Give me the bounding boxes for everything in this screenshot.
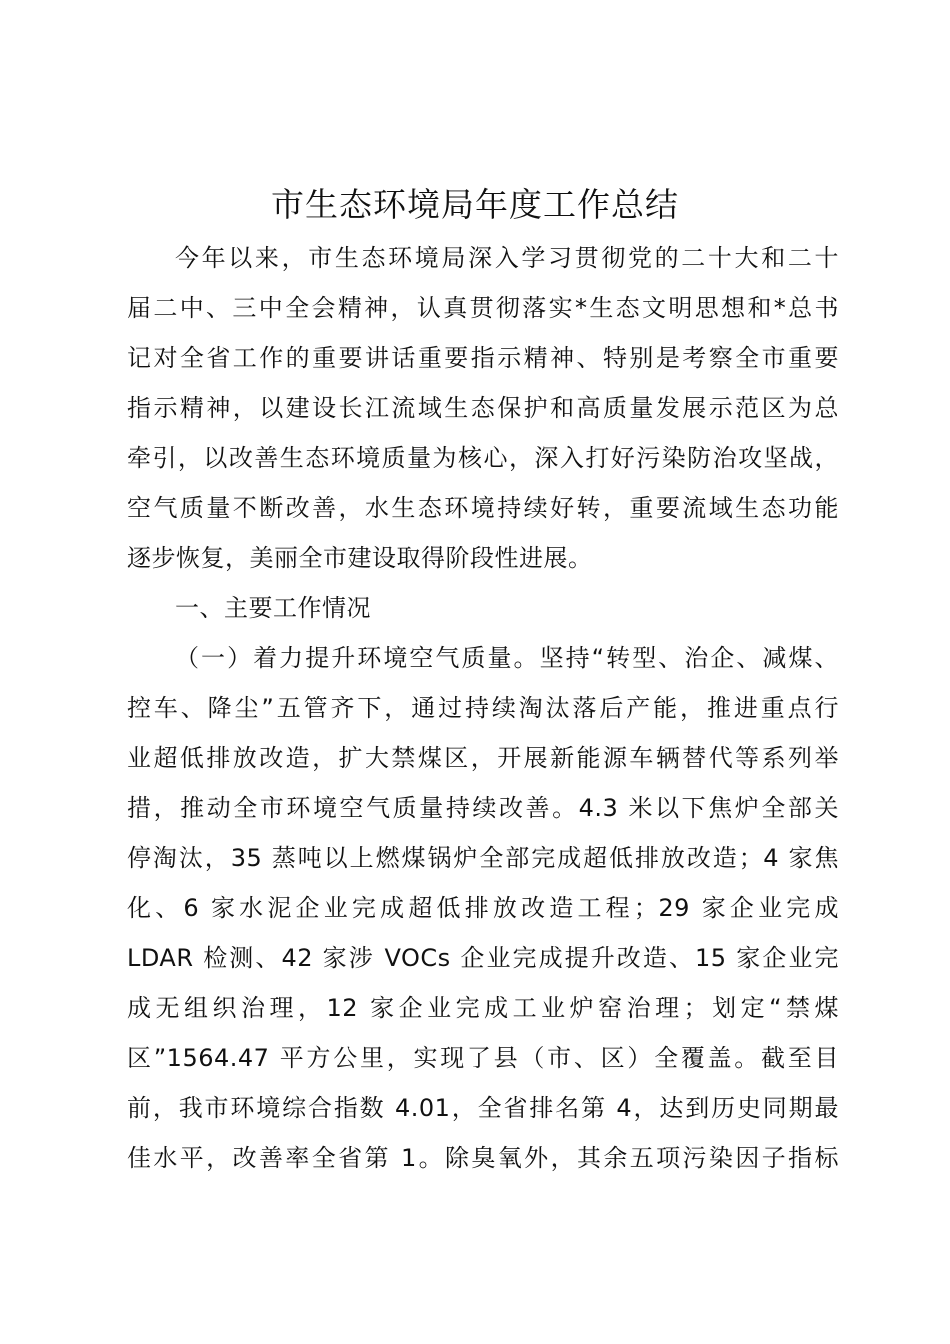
paragraph-line: 逐步恢复，美丽全市建设取得阶段性进展。 <box>127 544 593 572</box>
paragraph-line: 化、6 家水泥企业完成超低排放改造工程；29 家企业完成 <box>127 894 839 922</box>
paragraph-line: LDAR 检测、42 家涉 VOCs 企业完成提升改造、15 家企业完 <box>127 944 839 972</box>
paragraph-line: 佳水平，改善率全省第 1。除臭氧外，其余五项污染因子指标 <box>127 1144 839 1172</box>
paragraph-line: （一）着力提升环境空气质量。坚持“转型、治企、减煤、 <box>175 644 839 672</box>
paragraph-line: 成无组织治理，12 家企业完成工业炉窑治理；划定“禁煤 <box>127 994 839 1022</box>
paragraph-line: 记对全省工作的重要讲话重要指示精神、特别是考察全市重要 <box>127 344 839 372</box>
paragraph-line: 空气质量不断改善，水生态环境持续好转，重要流域生态功能 <box>127 494 839 522</box>
paragraph-line: 前，我市环境综合指数 4.01，全省排名第 4，达到历史同期最 <box>127 1094 839 1122</box>
section-heading: 一、主要工作情况 <box>175 594 371 622</box>
paragraph-line: 停淘汰，35 蒸吨以上燃煤锅炉全部完成超低排放改造；4 家焦 <box>127 844 839 872</box>
paragraph-line: 届二中、三中全会精神，认真贯彻落实*生态文明思想和*总书 <box>127 294 839 322</box>
paragraph-line: 牵引，以改善生态环境质量为核心，深入打好污染防治攻坚战， <box>127 444 839 472</box>
paragraph-line: 业超低排放改造，扩大禁煤区，开展新能源车辆替代等系列举 <box>127 744 839 772</box>
document-body <box>127 233 839 1183</box>
paragraph-line: 今年以来，市生态环境局深入学习贯彻党的二十大和二十 <box>175 244 839 272</box>
paragraph-line: 指示精神，以建设长江流域生态保护和高质量发展示范区为总 <box>127 394 839 422</box>
paragraph-line: 控车、降尘”五管齐下，通过持续淘汰落后产能，推进重点行 <box>127 694 839 722</box>
paragraph-line: 区”1564.47 平方公里，实现了县（市、区）全覆盖。截至目 <box>127 1044 839 1072</box>
document-title: 市生态环境局年度工作总结 <box>271 185 679 224</box>
paragraph-line: 措，推动全市环境空气质量持续改善。4.3 米以下焦炉全部关 <box>127 794 839 822</box>
